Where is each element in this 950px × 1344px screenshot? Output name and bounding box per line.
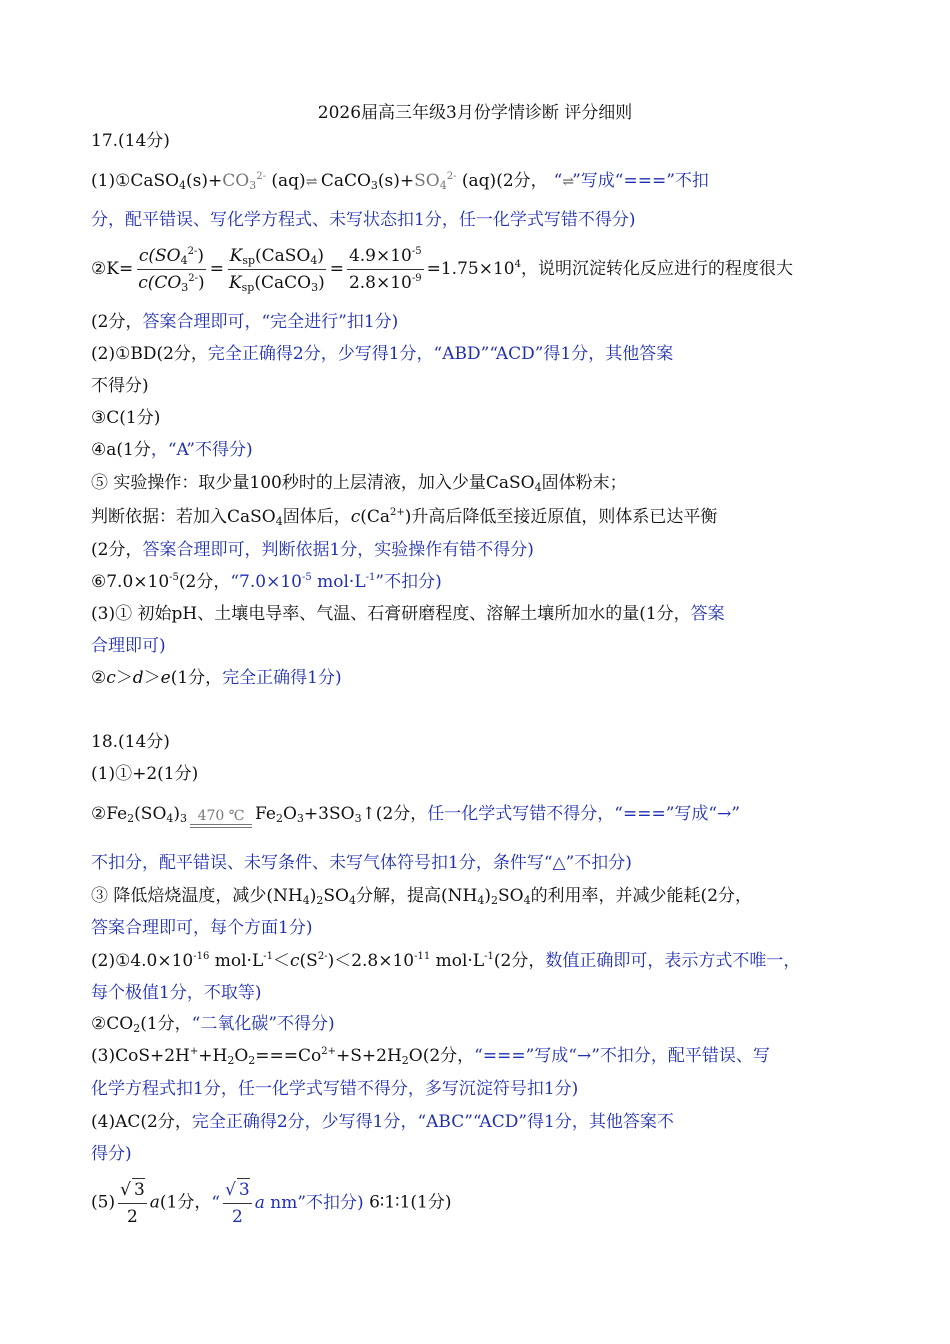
q18-1-1: (1)①+2(1分): [91, 764, 199, 784]
sulfate-ion: $SO_4^{2-}$: [414, 171, 457, 192]
q17-2-1: (2)①BD(2分，完全正确得2分，少写得1分，“ABD”“ACD”得1分，其他答案: [91, 344, 674, 364]
q17-2-5-criterion: 判断依据：若加入CaSO$_4$固体后，$c(Ca^{2+})$升高后降低至接近原值，则体系已达平衡: [91, 507, 718, 528]
q17-1-2-equation: ②K= $\frac{c(SO_4^{2-})}{c(CO_3^{2-})}$ = $\frac{K_{sp}(CaSO_4)}{K_{sp}(CaCO_3)}$ = $\frac{4.9\times 10^{-5}}{2.8\times 10^{-9}}$ $=1.75\times 10^4$，说明沉淀转化反应进行的程度很大: [91, 246, 793, 294]
q18-1-2-note: 不扣分，配平错误、未写条件、未写气体符号扣1分，条件写“△”不扣分): [91, 853, 632, 873]
q18-1-3: ③ 降低焙烧温度，减少$(NH_4)_2SO_4$分解，提高$(NH_4)_2SO_4$的利用率，并减少能耗(2分，: [91, 886, 753, 907]
q17-1-1-note: 分，配平错误、写化学方程式、未写状态扣1分，任一化学式写错不得分): [91, 210, 636, 230]
q17-3-1: (3)① 初始pH、土壤电导率、气温、石膏研磨程度、溶解土壤所加水的量(1分，答案: [91, 604, 725, 624]
carbonate-ion: $CO_3^{2-}$: [222, 171, 266, 192]
k-fraction-2: $\frac{K_{sp}(CaSO_4)}{K_{sp}(CaCO_3)}$: [228, 246, 325, 294]
q18-3: $(3)CoS+2H^++H_2O_2===Co^{2+}+S+2H_2O(2$分，“===”写成“→”不扣分，配平错误、写: [91, 1046, 770, 1067]
q17-2-5-operation: ⑤ 实验操作：取少量100秒时的上层清液，加入少量CaSO$_4$固体粉末；: [91, 473, 627, 494]
q18-5: (5) $\frac{√ 3}{2}$ a(1分，“ $\frac{√ 3}{2}$ a nm”不扣分) 6∶1∶1(1分): [91, 1180, 452, 1227]
q18-4-cont: 得分): [91, 1144, 132, 1164]
q17-2-6: $⑥7.0\times 10^{-5}(2$分，“$7.0\times 10^{-5}$ $mol\cdot L^{-1}$”不扣分): [91, 572, 442, 592]
q18-4: (4)AC(2分，完全正确得2分，少写得1分，“ABC”“ACD”得1分，其他答案不: [91, 1112, 674, 1132]
q18-1-2-equation: $②Fe_2(SO_4)_3$ 470 ℃ $Fe_2O_3+3SO_3↑(2$分，任一化学式写错不得分，“===”写成“→”: [91, 794, 740, 834]
q18-heading: 18.(14分): [91, 732, 170, 752]
sqrt3-over-2-note: $\frac{√ 3}{2}$: [225, 1180, 250, 1227]
q17-2-4: ④a(1分，“A”不得分): [91, 440, 253, 460]
q17-2-1-cont: 不得分): [91, 376, 149, 396]
q18-1-3-note: 答案合理即可，每个方面1分): [91, 918, 313, 938]
reaction-condition: 470 ℃: [190, 808, 252, 834]
q18-2-1: $(2)①4.0\times 10^{-16}$ $mol\cdot L^{-1}<c(S^{2-})<2.8\times 10^{-11}$ $mol\cdot L^{-1}(2$分，数值正确即可，表示方式不唯一，: [91, 951, 801, 971]
q17-3-1-cont: 合理即可): [91, 636, 166, 656]
q17-3-2: ②c＞d＞e(1分，完全正确得1分): [91, 668, 342, 688]
q17-2-5-note: (2分，答案合理即可，判断依据1分，实验操作有错不得分): [91, 540, 534, 560]
q17-1-1-line: $(1)①CaSO_4(s)+CO_3^{2-}$ (aq)⇌ $CaCO_3(s)+SO_4^{2-}$ (aq)(2分， “⇌”写成“===”不扣: [91, 171, 709, 192]
k-fraction-3: $\frac{4.9\times 10^{-5}}{2.8\times 10^{-9}}$: [348, 246, 422, 293]
q17-heading: 17.(14分): [91, 131, 170, 151]
page-title: 2026届高三年级3月份学情诊断 评分细则: [317, 103, 633, 123]
reversible-arrow-icon: ⇌: [562, 174, 573, 190]
q18-3-note: 化学方程式扣1分，任一化学式写错不得分，多写沉淀符号扣1分): [91, 1079, 579, 1099]
q17-2-3: ③C(1分): [91, 408, 161, 428]
q18-2-2: $②CO_2(1$分，“二氧化碳”不得分): [91, 1014, 335, 1035]
q18-2-1-note: 每个极值1分，不取等): [91, 983, 262, 1003]
reversible-arrow-icon: ⇌: [305, 174, 316, 190]
q17-1-2-note: (2分，答案合理即可，“完全进行”扣1分): [91, 312, 399, 332]
k-fraction-1: $\frac{c(SO_4^{2-})}{c(CO_3^{2-})}$: [138, 246, 205, 294]
sqrt3-over-2: $\frac{√ 3}{2}$: [120, 1180, 145, 1227]
